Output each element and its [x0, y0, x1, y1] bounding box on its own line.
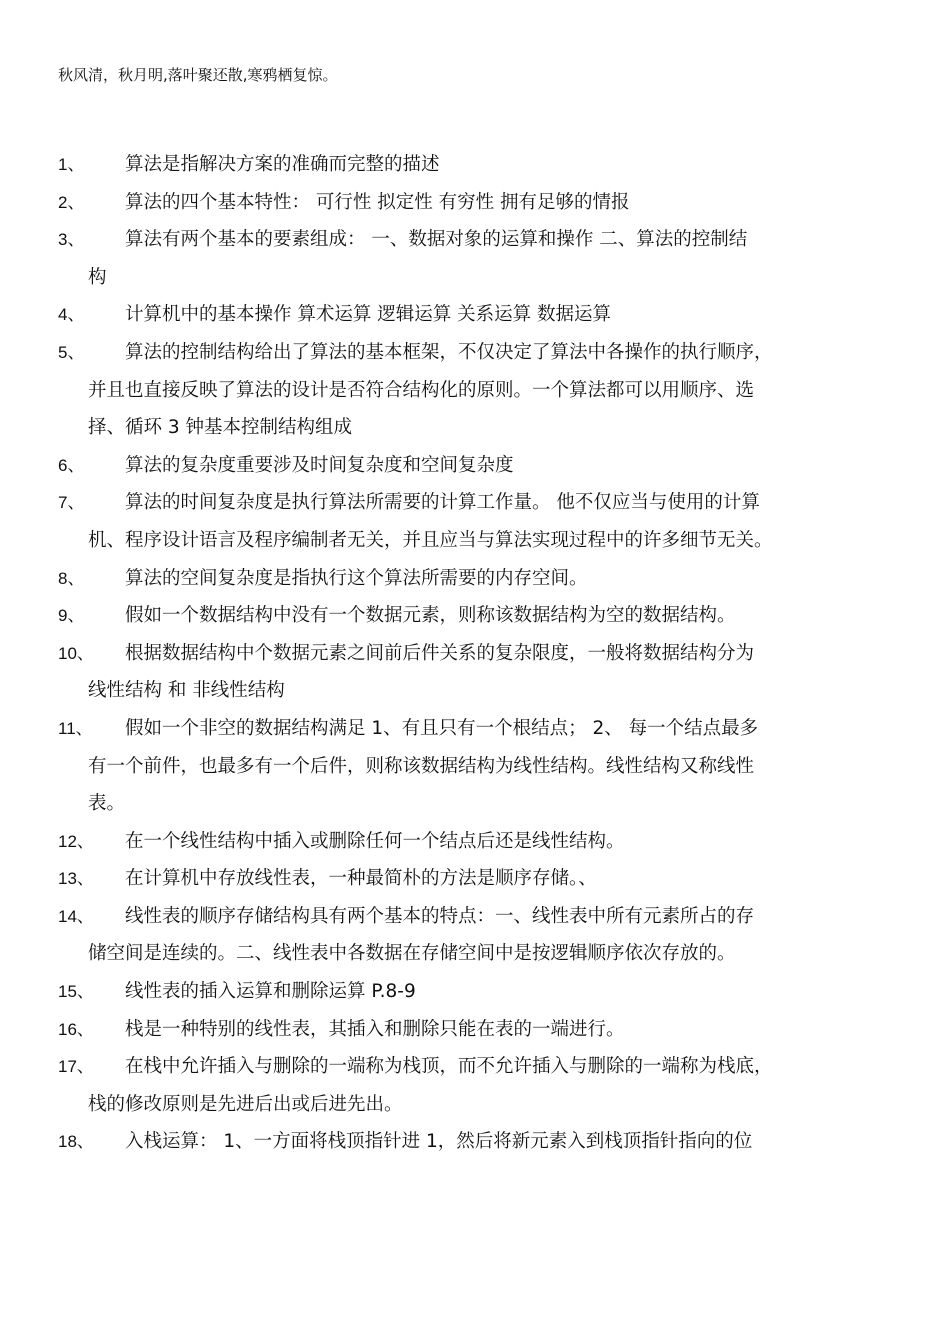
list-item-text-line: 表。: [88, 793, 126, 815]
list-item: [0, 823, 950, 861]
list-item-number: 1、: [58, 155, 85, 174]
list-item-number: 18、: [58, 1132, 94, 1152]
list-item-text-line: 在计算机中存放线性表，一种最简朴的方法是顺序存储。、: [125, 868, 597, 890]
list-item-number: 5、: [58, 342, 85, 362]
list-item: [0, 1011, 950, 1049]
list-item-text-line: 入栈运算： 1、一方面将栈顶指针进 1，然后将新元素入到栈顶指针指向的位: [125, 1131, 753, 1153]
list-item-text-line: 算法的时间复杂度是执行算法所需要的计算工作量。 他不仅应当与使用的计算: [125, 492, 760, 514]
list-item-text-line: 根据数据结构中个数据元素之间前后件关系的复杂限度，一般将数据结构分为: [125, 642, 755, 664]
list-item-text-line: 有一个前件，也最多有一个后件，则称该数据结构为线性结构。线性结构又称线性: [88, 755, 755, 777]
list-item-text-line: 算法的控制结构给出了算法的基本框架，不仅决定了算法中各操作的执行顺序，: [125, 341, 773, 363]
list-item-number: 9、: [58, 606, 85, 626]
list-item: [0, 296, 950, 334]
list-item-text-line: 在一个线性结构中插入或删除任何一个结点后还是线性结构。: [125, 830, 625, 852]
list-item-number: 6、: [58, 455, 85, 475]
list-item: [0, 973, 950, 1011]
list-item: [0, 560, 950, 598]
list-item: [0, 710, 950, 823]
list-item-number: 7、: [58, 493, 85, 513]
list-item-number: 17、: [58, 1057, 94, 1077]
page-header-verse: 秋风清，秋月明,落叶聚还散,寒鸦栖复惊。: [58, 66, 338, 84]
list-item: [0, 635, 950, 710]
list-item-number: 14、: [58, 906, 94, 926]
list-item-number: 4、: [58, 305, 85, 325]
list-item-text-line: 线性表的插入运算和删除运算 P.8-9: [125, 981, 416, 1003]
list-item-number: 15、: [58, 982, 94, 1002]
list-item-number: 3、: [58, 230, 85, 250]
list-item-text-line: 线性表的顺序存储结构具有两个基本的特点：一、线性表中所有元素所占的存: [125, 905, 755, 927]
list-item-text-line: 在栈中允许插入与删除的一端称为栈顶，而不允许插入与删除的一端称为栈底，: [125, 1056, 773, 1078]
list-item-text-line: 算法有两个基本的要素组成： 一、数据对象的运算和操作 二、算法的控制结: [125, 229, 748, 251]
list-item: [0, 334, 950, 447]
list-item-number: 12、: [58, 831, 94, 851]
numbered-list: [0, 146, 950, 1161]
list-item: [0, 1048, 950, 1123]
list-item-text-line: 并且也直接反映了算法的设计是否符合结构化的原则。一个算法都可以用顺序、选: [88, 379, 755, 401]
list-item: [0, 1123, 950, 1161]
list-item-text-line: 计算机中的基本操作 算术运算 逻辑运算 关系运算 数据运算: [125, 304, 612, 326]
list-item: [0, 484, 950, 559]
list-item-text-line: 算法的四个基本特性： 可行性 拟定性 有穷性 拥有足够的情报: [125, 191, 630, 213]
list-item-text-line: 机、程序设计语言及程序编制者无关，并且应当与算法实现过程中的许多细节无关。: [88, 529, 773, 551]
list-item-text-line: 算法的空间复杂度是指执行这个算法所需要的内存空间。: [125, 567, 588, 589]
list-item: [0, 898, 950, 973]
list-item-text-line: 线性结构 和 非线性结构: [88, 680, 285, 702]
list-item-text-line: 算法是指解决方案的准确而完整的描述: [125, 154, 440, 175]
list-item: [0, 184, 950, 222]
list-item-number: 10、: [58, 643, 94, 663]
list-item: [0, 221, 950, 296]
list-item-number: 2、: [58, 192, 85, 212]
list-item-number: 8、: [58, 568, 85, 588]
list-item-text-line: 栈是一种特别的线性表，其插入和删除只能在表的一端进行。: [125, 1018, 625, 1040]
list-item-text-line: 栈的修改原则是先进后出或后进先出。: [88, 1093, 403, 1115]
list-item-text-line: 储空间是连续的。二、线性表中各数据在存储空间中是按逻辑顺序依次存放的。: [88, 943, 736, 965]
list-item-text-line: 算法的复杂度重要涉及时间复杂度和空间复杂度: [125, 454, 514, 476]
list-item-number: 13、: [58, 869, 94, 889]
list-item-number: 11、: [58, 718, 93, 738]
list-item: [0, 146, 950, 184]
list-item: [0, 597, 950, 635]
list-item: [0, 447, 950, 485]
list-item-text-line: 构: [88, 266, 107, 288]
list-item-text-line: 假如一个数据结构中没有一个数据元素，则称该数据结构为空的数据结构。: [125, 605, 736, 627]
list-item-text-line: 假如一个非空的数据结构满足 1、有且只有一个根结点； 2、 每一个结点最多: [125, 717, 759, 739]
list-item: [0, 860, 950, 898]
list-item-text-line: 择、循环 3 钟基本控制结构组成: [88, 417, 353, 439]
list-item-number: 16、: [58, 1019, 94, 1039]
